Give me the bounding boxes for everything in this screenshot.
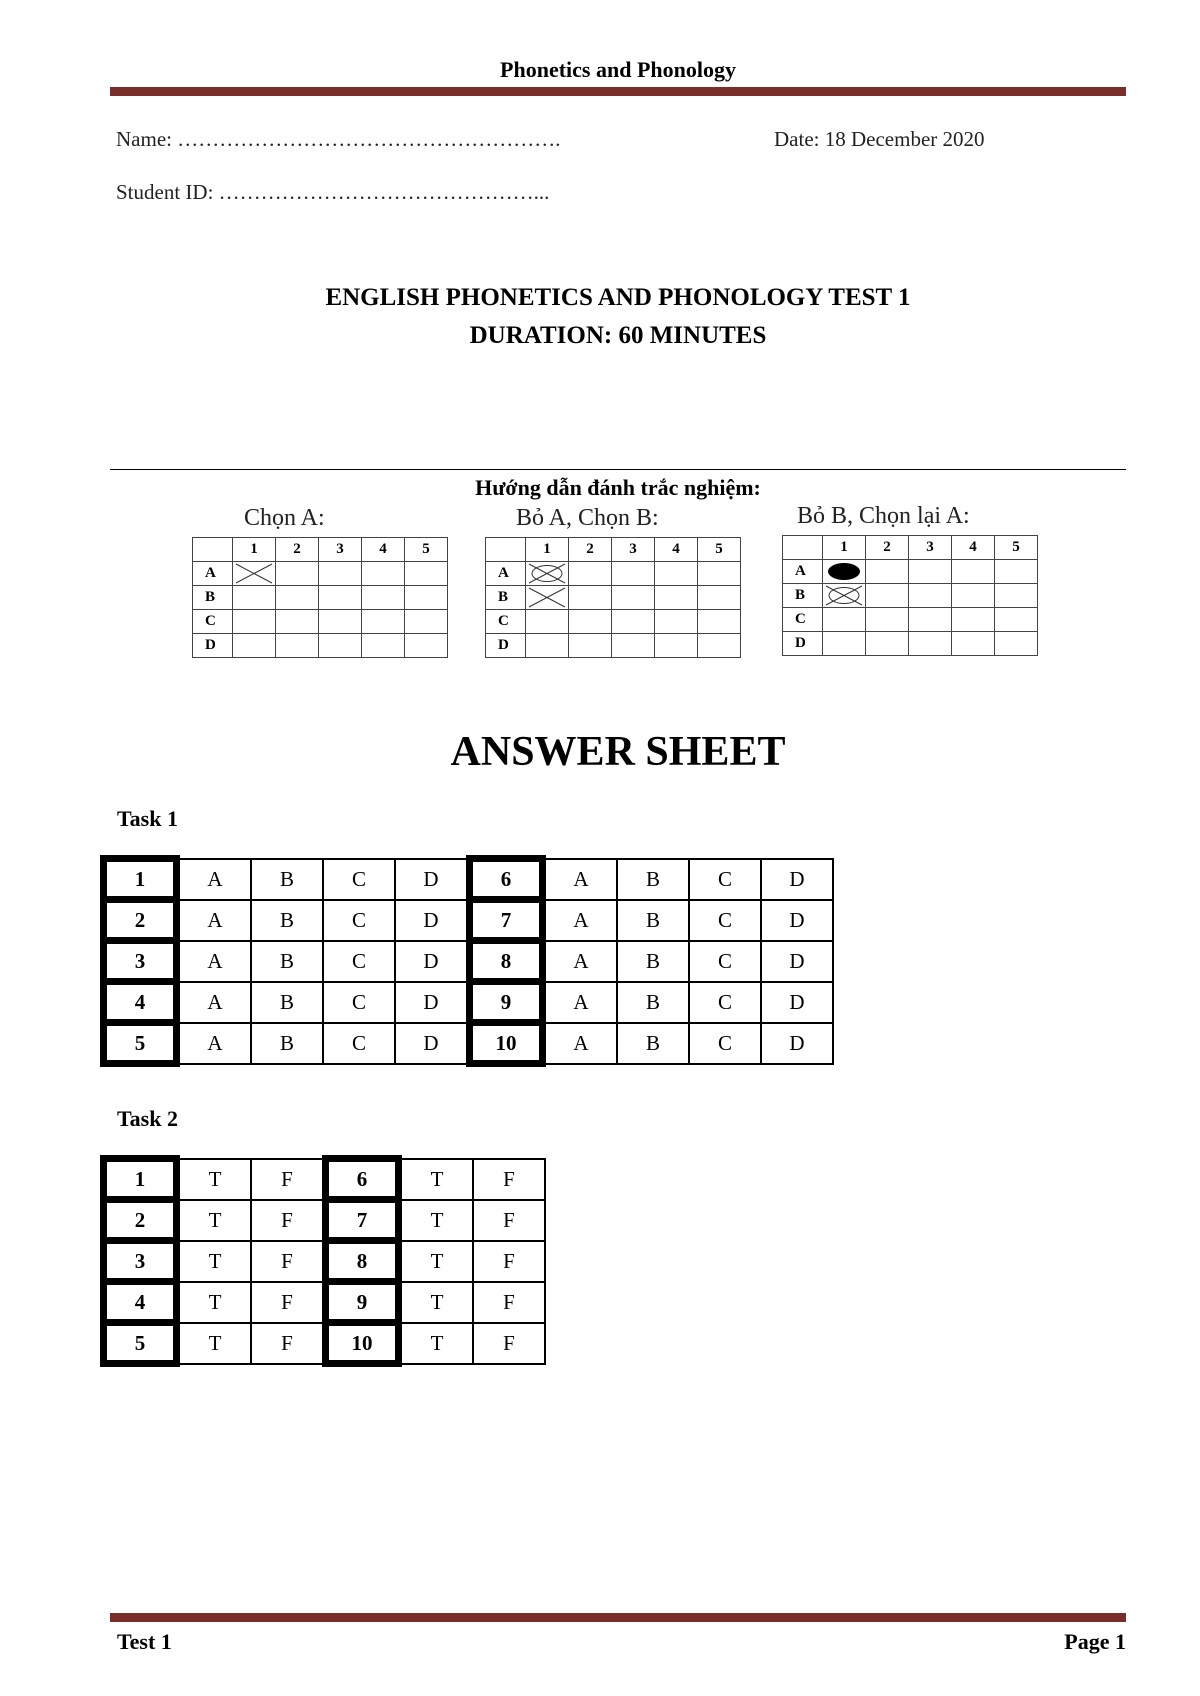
task-2-answer-grid	[100, 1155, 546, 1367]
grid-column-header: 1	[526, 538, 569, 562]
grid-row-label: A	[193, 562, 233, 586]
grid-cell	[866, 632, 909, 656]
example-2-grid	[485, 537, 741, 658]
question-number: 3	[104, 1241, 177, 1282]
grid-corner-cell	[193, 538, 233, 562]
grid-cell	[612, 634, 655, 658]
answer-option-b[interactable]: B	[617, 1023, 689, 1064]
answer-option-a[interactable]: A	[543, 1023, 618, 1064]
answer-row	[104, 859, 834, 900]
grid-column-header: 4	[655, 538, 698, 562]
grid-row-label: D	[783, 632, 823, 656]
example-3-grid	[782, 535, 1038, 656]
answer-option-d[interactable]: D	[761, 1023, 833, 1064]
grid-cell	[952, 632, 995, 656]
grid-cell	[952, 560, 995, 584]
answer-option-t[interactable]: T	[399, 1282, 474, 1323]
answer-option-t[interactable]: T	[177, 1323, 252, 1364]
grid-cell	[569, 562, 612, 586]
grid-cell	[698, 634, 741, 658]
grid-column-header: 3	[612, 538, 655, 562]
grid-cell	[823, 608, 866, 632]
question-number: 2	[104, 900, 177, 941]
grid-cell	[362, 634, 405, 658]
grid-row-label: C	[486, 610, 526, 634]
question-number: 7	[470, 900, 543, 941]
name-field-label: Name: ……………………………………………….	[116, 127, 561, 151]
answer-option-c[interactable]: C	[689, 941, 761, 982]
question-number: 8	[470, 941, 543, 982]
answer-row	[104, 1241, 546, 1282]
question-number: 10	[470, 1023, 543, 1064]
grid-cell	[233, 610, 276, 634]
question-number: 1	[104, 1159, 177, 1200]
header-rule	[110, 87, 1126, 96]
answer-option-b[interactable]: B	[251, 1023, 323, 1064]
answer-row	[104, 1159, 546, 1200]
running-header: Phonetics and Phonology	[500, 57, 736, 82]
example-3-caption: Bỏ B, Chọn lại A:	[797, 503, 970, 529]
answer-option-c[interactable]: C	[323, 900, 395, 941]
answer-option-f[interactable]: F	[473, 1282, 545, 1323]
task1-table	[100, 855, 834, 1067]
grid-cell	[909, 560, 952, 584]
grid-cell	[233, 634, 276, 658]
grid-cell	[909, 632, 952, 656]
grid-cell	[909, 584, 952, 608]
answer-option-c[interactable]: C	[323, 982, 395, 1023]
answer-option-a[interactable]: A	[543, 941, 618, 982]
answer-option-d[interactable]: D	[761, 982, 833, 1023]
answer-option-d[interactable]: D	[761, 859, 833, 900]
answer-option-b[interactable]: B	[617, 859, 689, 900]
answer-option-b[interactable]: B	[251, 900, 323, 941]
grid-column-header: 3	[319, 538, 362, 562]
answer-row	[104, 1023, 834, 1064]
answer-option-f[interactable]: F	[251, 1241, 326, 1282]
grid-cell	[276, 634, 319, 658]
example-grid-table	[782, 535, 1038, 656]
grid-column-header: 4	[952, 536, 995, 560]
grid-cell	[995, 584, 1038, 608]
grid-cell	[612, 562, 655, 586]
test-duration: DURATION: 60 MINUTES	[469, 322, 767, 349]
answer-option-t[interactable]: T	[399, 1241, 474, 1282]
grid-column-header: 5	[698, 538, 741, 562]
question-number: 4	[104, 982, 177, 1023]
grid-cell	[319, 562, 362, 586]
task-1-label: Task 1	[117, 806, 178, 831]
answer-option-a[interactable]: A	[177, 859, 252, 900]
answer-option-b[interactable]: B	[251, 941, 323, 982]
grid-cell	[569, 610, 612, 634]
grid-cell	[655, 586, 698, 610]
answer-row	[104, 941, 834, 982]
question-number: 5	[104, 1323, 177, 1364]
answer-option-f[interactable]: F	[473, 1159, 545, 1200]
answer-option-a[interactable]: A	[177, 982, 252, 1023]
answer-row	[104, 900, 834, 941]
grid-cell	[995, 632, 1038, 656]
grid-column-header: 2	[569, 538, 612, 562]
answer-row	[104, 982, 834, 1023]
mark-circled-cross	[823, 584, 866, 608]
footer-rule	[110, 1613, 1126, 1622]
answer-option-d[interactable]: D	[395, 900, 470, 941]
grid-corner-cell	[783, 536, 823, 560]
grid-row-label: D	[193, 634, 233, 658]
question-number: 5	[104, 1023, 177, 1064]
question-number: 2	[104, 1200, 177, 1241]
question-number: 9	[470, 982, 543, 1023]
question-number: 10	[326, 1323, 399, 1364]
example-1-grid	[192, 537, 448, 658]
answer-option-t[interactable]: T	[177, 1159, 252, 1200]
answer-option-t[interactable]: T	[177, 1241, 252, 1282]
answer-option-f[interactable]: F	[251, 1200, 326, 1241]
grid-row-label: A	[486, 562, 526, 586]
grid-column-header: 5	[405, 538, 448, 562]
answer-option-b[interactable]: B	[617, 982, 689, 1023]
answer-option-c[interactable]: C	[689, 1023, 761, 1064]
grid-column-header: 3	[909, 536, 952, 560]
answer-option-f[interactable]: F	[473, 1200, 545, 1241]
question-number: 6	[470, 859, 543, 900]
answer-option-a[interactable]: A	[543, 900, 618, 941]
answer-option-t[interactable]: T	[399, 1159, 474, 1200]
question-number: 1	[104, 859, 177, 900]
grid-cell	[698, 610, 741, 634]
grid-cell	[995, 608, 1038, 632]
answer-row	[104, 1323, 546, 1364]
answer-row	[104, 1282, 546, 1323]
grid-row-label: C	[783, 608, 823, 632]
grid-row-label: B	[486, 586, 526, 610]
answer-option-b[interactable]: B	[617, 900, 689, 941]
grid-cell	[526, 634, 569, 658]
question-number: 8	[326, 1241, 399, 1282]
answer-sheet-title: ANSWER SHEET	[450, 729, 786, 775]
answer-option-d[interactable]: D	[395, 859, 470, 900]
grid-cell	[569, 586, 612, 610]
grid-cell	[569, 634, 612, 658]
grid-row-label: B	[783, 584, 823, 608]
grid-cell	[952, 608, 995, 632]
task2-table	[100, 1155, 546, 1367]
answer-option-t[interactable]: T	[177, 1282, 252, 1323]
instructions-heading: Hướng dẫn đánh trắc nghiệm:	[475, 475, 761, 500]
answer-option-a[interactable]: A	[177, 1023, 252, 1064]
grid-column-header: 2	[866, 536, 909, 560]
grid-cell	[698, 586, 741, 610]
answer-option-a[interactable]: A	[177, 900, 252, 941]
footer-page-number: Page 1	[1064, 1629, 1126, 1654]
example-grid-table	[192, 537, 448, 658]
answer-option-a[interactable]: A	[543, 859, 618, 900]
answer-option-c[interactable]: C	[323, 1023, 395, 1064]
answer-option-d[interactable]: D	[395, 941, 470, 982]
task-1-answer-grid	[100, 855, 834, 1067]
example-1-caption: Chọn A:	[244, 505, 325, 531]
example-grid-table	[485, 537, 741, 658]
answer-option-t[interactable]: T	[399, 1200, 474, 1241]
grid-cell	[612, 586, 655, 610]
mark-cross	[526, 586, 569, 610]
grid-cell	[866, 560, 909, 584]
answer-option-c[interactable]: C	[323, 941, 395, 982]
task-2-label: Task 2	[117, 1106, 178, 1131]
question-number: 3	[104, 941, 177, 982]
answer-option-d[interactable]: D	[761, 941, 833, 982]
grid-cell	[319, 634, 362, 658]
answer-option-f[interactable]: F	[251, 1323, 326, 1364]
mark-circled-cross	[526, 562, 569, 586]
answer-option-b[interactable]: B	[617, 941, 689, 982]
question-number: 7	[326, 1200, 399, 1241]
grid-cell	[233, 586, 276, 610]
grid-cell	[319, 586, 362, 610]
answer-option-t[interactable]: T	[399, 1323, 474, 1364]
answer-option-d[interactable]: D	[761, 900, 833, 941]
answer-option-c[interactable]: C	[689, 900, 761, 941]
grid-cell	[698, 562, 741, 586]
grid-cell	[319, 610, 362, 634]
question-number: 9	[326, 1282, 399, 1323]
date-label: Date: 18 December 2020	[774, 127, 985, 151]
grid-cell	[909, 608, 952, 632]
mark-filled	[823, 560, 866, 584]
grid-cell	[405, 562, 448, 586]
grid-row-label: A	[783, 560, 823, 584]
example-2-caption: Bỏ A, Chọn B:	[516, 505, 659, 531]
student-id-field-label: Student ID: ………………………………………...	[116, 180, 550, 204]
grid-cell	[823, 632, 866, 656]
grid-column-header: 2	[276, 538, 319, 562]
mark-cross	[233, 562, 276, 586]
grid-cell	[655, 562, 698, 586]
answer-option-f[interactable]: F	[473, 1241, 545, 1282]
answer-row	[104, 1200, 546, 1241]
answer-option-a[interactable]: A	[543, 982, 618, 1023]
question-number: 4	[104, 1282, 177, 1323]
grid-cell	[866, 584, 909, 608]
grid-column-header: 5	[995, 536, 1038, 560]
grid-cell	[952, 584, 995, 608]
grid-cell	[276, 610, 319, 634]
grid-cell	[405, 610, 448, 634]
grid-cell	[655, 634, 698, 658]
answer-option-f[interactable]: F	[251, 1282, 326, 1323]
grid-corner-cell	[486, 538, 526, 562]
section-divider	[110, 469, 1126, 470]
grid-cell	[405, 586, 448, 610]
answer-option-t[interactable]: T	[177, 1200, 252, 1241]
answer-option-d[interactable]: D	[395, 1023, 470, 1064]
grid-cell	[526, 610, 569, 634]
grid-row-label: D	[486, 634, 526, 658]
answer-option-a[interactable]: A	[177, 941, 252, 982]
test-title: ENGLISH PHONETICS AND PHONOLOGY TEST 1	[325, 284, 911, 311]
grid-row-label: B	[193, 586, 233, 610]
grid-column-header: 1	[823, 536, 866, 560]
grid-column-header: 4	[362, 538, 405, 562]
answer-option-c[interactable]: C	[689, 982, 761, 1023]
grid-row-label: C	[193, 610, 233, 634]
grid-cell	[866, 608, 909, 632]
grid-cell	[995, 560, 1038, 584]
grid-cell	[362, 562, 405, 586]
answer-option-c[interactable]: C	[323, 859, 395, 900]
grid-column-header: 1	[233, 538, 276, 562]
footer-test-label: Test 1	[117, 1629, 172, 1654]
answer-option-c[interactable]: C	[689, 859, 761, 900]
answer-option-d[interactable]: D	[395, 982, 470, 1023]
grid-cell	[405, 634, 448, 658]
grid-cell	[276, 586, 319, 610]
answer-option-f[interactable]: F	[251, 1159, 326, 1200]
grid-cell	[276, 562, 319, 586]
answer-option-b[interactable]: B	[251, 859, 323, 900]
grid-cell	[655, 610, 698, 634]
grid-cell	[362, 610, 405, 634]
grid-cell	[612, 610, 655, 634]
answer-option-b[interactable]: B	[251, 982, 323, 1023]
question-number: 6	[326, 1159, 399, 1200]
answer-option-f[interactable]: F	[473, 1323, 545, 1364]
grid-cell	[362, 586, 405, 610]
